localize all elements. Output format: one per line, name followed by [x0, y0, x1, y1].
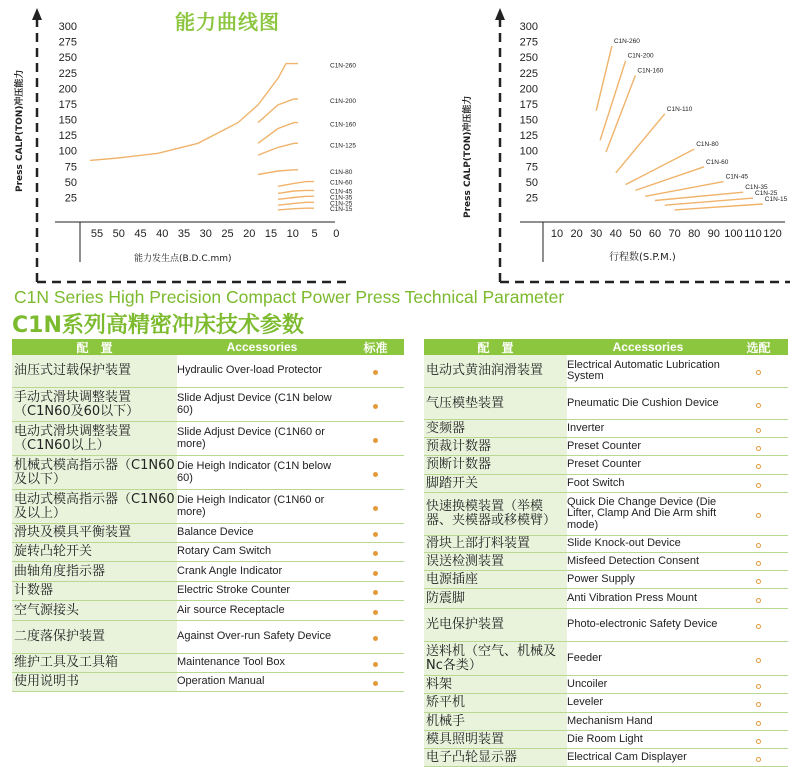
config-cn: 电动式黄油润滑装置 [426, 363, 544, 378]
series-curve [258, 99, 298, 123]
accessory-en: Die Heigh Indicator (C1N below 60) [177, 460, 332, 484]
table-row [424, 388, 788, 420]
series-label: C1N-260 [613, 37, 640, 45]
english-heading: C1N Series High Precision Compact Power Press Technical Parameter [14, 287, 565, 307]
hollow-circle-icon [756, 543, 761, 548]
accessory-en: Preset Counter [567, 439, 641, 452]
table-row [424, 609, 788, 642]
filled-dot-icon [373, 636, 378, 641]
standard-table-body [12, 355, 404, 692]
y-tick-label: 150 [58, 114, 77, 127]
config-cn: 模具照明装置 [426, 731, 505, 747]
table-row [424, 571, 788, 589]
x-tick-label: 5 [311, 228, 318, 240]
table-row [12, 562, 404, 582]
series-curve [278, 208, 314, 210]
series-label: C1N-35 [330, 194, 353, 202]
series-label: C1N-25 [755, 190, 778, 198]
accessory-en: Operation Manual [177, 675, 265, 688]
y-tick-label: 125 [58, 130, 77, 143]
table-row [424, 456, 788, 475]
accessory-en: Feeder [567, 651, 602, 664]
config-cn: 预断计数器 [426, 457, 492, 472]
x-tick-label: 30 [590, 228, 603, 240]
optional-mark [729, 731, 788, 749]
charts-area [0, 0, 800, 285]
x-tick-label: 40 [156, 228, 169, 240]
series-label: C1N-80 [330, 168, 353, 176]
series-curve [616, 114, 665, 173]
chart-title: 能力曲线图 [175, 10, 280, 34]
accessory-en: Pneumatic Die Cushion Device [567, 396, 719, 409]
table-row [12, 601, 404, 621]
standard-mark [347, 654, 404, 672]
table-row [424, 553, 788, 571]
accessory-en: Inverter [567, 421, 605, 434]
standard-mark [347, 464, 404, 482]
accessory-en: Quick Die Change Device (Die Lifter, Clamp And Die Arm shift mode) [567, 495, 717, 531]
optional-mark [729, 694, 788, 712]
standard-mark [347, 362, 404, 380]
y-axis-arrowhead-icon [495, 8, 505, 20]
hollow-circle-icon [756, 721, 761, 726]
x-tick-label: 50 [629, 228, 642, 240]
y-tick-label: 100 [519, 145, 538, 158]
config-cn: 滑块及模具平衡装置 [14, 525, 132, 540]
config-cn: 快速换模装置（举模器、夹模器或移模臂） [426, 499, 557, 528]
x-tick-label: 15 [264, 228, 278, 240]
accessory-en: Electrical Automatic Lubrication System [567, 358, 720, 382]
accessory-en: Slide Adjust Device (C1N60 or more) [177, 426, 325, 450]
series-label: C1N-160 [330, 121, 357, 129]
x-tick-label: 25 [221, 228, 234, 240]
filled-dot-icon [373, 681, 378, 686]
x-tick-label: 55 [90, 228, 104, 240]
series-curve [90, 64, 298, 161]
config-cn: 手动式滑块调整装置（C1N60及60以下） [14, 389, 140, 419]
hollow-circle-icon [756, 483, 761, 488]
filled-dot-icon [373, 662, 378, 667]
series-curve [626, 149, 695, 185]
x-tick-label: 20 [570, 228, 583, 240]
table-row [424, 475, 788, 493]
config-cn: 滑块上部打料装置 [426, 536, 531, 551]
optional-table-body [424, 355, 788, 767]
series-curve [258, 123, 298, 144]
series-label: C1N-260 [330, 62, 357, 70]
standard-mark [347, 524, 404, 542]
y-tick-label: 150 [519, 114, 538, 127]
y-tick-label: 250 [58, 52, 77, 65]
config-cn: 气压模垫装置 [426, 395, 505, 411]
config-cn: 油压式过载保护装置 [14, 363, 132, 378]
header-accessories: Accessories [612, 340, 684, 354]
optional-mark [729, 420, 788, 438]
y-tick-label: 25 [525, 192, 538, 205]
config-cn: 送料机（空气、机械及Nc各类） [426, 643, 557, 673]
config-cn: 电动式滑块调整装置（C1N60以上） [14, 423, 132, 453]
table-row [424, 694, 788, 713]
y-tick-label: 300 [58, 21, 77, 33]
y-tick-label: 275 [519, 36, 538, 49]
config-cn: 矫平机 [426, 695, 466, 710]
config-cn: 误送检测装置 [426, 553, 505, 569]
x-tick-label: 0 [333, 228, 340, 240]
hollow-circle-icon [756, 702, 761, 707]
series-curve [600, 61, 626, 141]
optional-mark [729, 505, 788, 523]
y-axis-label: Press CALP(TON)冲压能力 [15, 69, 25, 192]
config-cn: 使用说明书 [14, 674, 80, 689]
x-tick-label: 100 [724, 228, 743, 240]
series-curve [665, 198, 753, 205]
table-row [424, 355, 788, 388]
series-curve [606, 75, 635, 152]
accessory-en: Photo-electronic Safety Device [567, 618, 718, 631]
filled-dot-icon [373, 438, 378, 443]
standard-mark [347, 563, 404, 581]
accessory-en: Preset Counter [567, 458, 641, 471]
accessory-en: Electric Stroke Counter [177, 584, 291, 597]
hollow-circle-icon [756, 757, 761, 762]
accessory-en: Power Supply [567, 572, 635, 585]
standard-mark [347, 602, 404, 620]
optional-accessories-table [424, 339, 788, 767]
table-row [12, 422, 404, 456]
hollow-circle-icon [756, 579, 761, 584]
table-row [424, 676, 788, 694]
y-tick-label: 25 [64, 192, 77, 205]
config-cn: 机械手 [426, 713, 466, 729]
optional-table-header [424, 339, 788, 355]
filled-dot-icon [373, 404, 378, 409]
table-row [424, 589, 788, 609]
chinese-heading: C1N系列高精密冲床技术参数 [12, 313, 304, 338]
x-tick-label: 40 [609, 228, 622, 240]
hollow-circle-icon [756, 370, 761, 375]
hollow-circle-icon [756, 464, 761, 469]
series-label: C1N-45 [725, 173, 749, 181]
filled-dot-icon [373, 532, 378, 537]
series-curve [675, 204, 763, 210]
table-row [12, 621, 404, 654]
series-label: C1N-60 [330, 179, 353, 187]
hollow-circle-icon [756, 598, 761, 603]
y-tick-label: 200 [519, 83, 538, 96]
accessory-en: Rotary Cam Switch [177, 545, 272, 558]
accessory-en: Mechanism Hand [567, 714, 653, 727]
hollow-circle-icon [756, 684, 761, 689]
series-curve [278, 182, 314, 187]
x-tick-label: 10 [550, 228, 564, 240]
config-cn: 电子凸轮显示器 [426, 749, 518, 765]
y-tick-label: 275 [58, 36, 77, 49]
series-curve [258, 143, 298, 155]
hollow-circle-icon [756, 403, 761, 408]
optional-mark [729, 713, 788, 731]
config-cn: 机械式模高指示器（C1N60及以下） [14, 457, 175, 487]
series-label: C1N-45 [330, 188, 353, 196]
standard-mark [347, 628, 404, 646]
y-tick-label: 225 [58, 67, 77, 80]
y-tick-label: 50 [525, 176, 538, 189]
accessory-en: Electrical Cam Displayer [567, 750, 687, 763]
optional-mark [729, 475, 788, 493]
accessory-en: Misfeed Detection Consent [567, 554, 700, 567]
y-tick-label: 200 [58, 83, 77, 96]
table-row [12, 582, 404, 601]
config-cn: 计数器 [14, 583, 54, 598]
y-tick-label: 175 [519, 98, 538, 111]
series-curve [278, 190, 314, 193]
y-axis-label: Press CALP(TON)冲压能力 [463, 95, 473, 218]
config-cn: 曲轴角度指示器 [14, 563, 106, 579]
optional-mark [729, 456, 788, 474]
table-row [12, 673, 404, 692]
accessory-en: Maintenance Tool Box [177, 656, 286, 669]
series-label: C1N-35 [745, 184, 768, 192]
hollow-circle-icon [756, 658, 761, 663]
filled-dot-icon [373, 370, 378, 375]
filled-dot-icon [373, 551, 378, 556]
y-tick-label: 50 [64, 176, 77, 189]
hollow-circle-icon [756, 561, 761, 566]
accessory-en: Hydraulic Over-load Protector [177, 364, 322, 377]
table-row [12, 355, 404, 388]
standard-accessories-table [12, 339, 404, 692]
hollow-circle-icon [756, 513, 761, 518]
table-row [12, 543, 404, 562]
accessory-en: Leveler [567, 696, 604, 709]
series-label: C1N-15 [330, 206, 353, 214]
accessory-en: Anti Vibration Press Mount [567, 591, 698, 604]
table-row [424, 713, 788, 731]
standard-mark [347, 430, 404, 448]
x-tick-label: 70 [668, 228, 681, 240]
standard-mark [347, 498, 404, 516]
y-tick-label: 75 [64, 161, 77, 174]
x-tick-label: 10 [286, 228, 299, 240]
filled-dot-icon [373, 590, 378, 595]
table-row [12, 490, 404, 524]
standard-mark [347, 582, 404, 600]
optional-mark [729, 590, 788, 608]
filled-dot-icon [373, 506, 378, 511]
optional-mark [729, 571, 788, 589]
config-cn: 二度落保护装置 [14, 629, 106, 644]
series-label: C1N-200 [330, 98, 357, 105]
series-label: C1N-125 [330, 142, 357, 150]
x-axis-label: 能力发生点(B.D.C.mm) [134, 254, 232, 264]
x-tick-label: 45 [134, 228, 147, 240]
x-tick-label: 50 [112, 228, 125, 240]
optional-mark [729, 362, 788, 380]
standard-mark [347, 543, 404, 561]
hollow-circle-icon [756, 428, 761, 433]
accessory-en: Crank Angle Indicator [177, 564, 283, 577]
series-label: C1N-110 [666, 105, 693, 113]
config-cn: 脚踏开关 [426, 475, 479, 491]
table-row [424, 420, 788, 438]
filled-dot-icon [373, 472, 378, 477]
header-standard: 标准 [363, 340, 388, 355]
table-row [424, 749, 788, 767]
table-row [12, 524, 404, 543]
accessory-en: Air source Receptacle [177, 603, 285, 616]
table-row [424, 438, 788, 456]
header-accessories: Accessories [226, 340, 298, 354]
table-row [12, 654, 404, 673]
y-tick-label: 100 [58, 145, 77, 158]
y-tick-label: 250 [519, 52, 538, 65]
table-row [424, 536, 788, 553]
x-tick-label: 120 [763, 228, 782, 240]
x-tick-label: 20 [243, 228, 256, 240]
accessory-en: Against Over-run Safety Device [177, 630, 332, 643]
y-axis-arrowhead-icon [32, 8, 42, 20]
config-cn: 料架 [426, 676, 453, 692]
hollow-circle-icon [756, 446, 761, 451]
y-tick-label: 175 [58, 98, 77, 111]
table-row [12, 456, 404, 490]
config-cn: 预裁计数器 [426, 438, 492, 454]
optional-mark [729, 650, 788, 668]
config-cn: 空气源接头 [14, 602, 80, 618]
config-cn: 变频器 [426, 420, 466, 436]
optional-mark [729, 553, 788, 571]
config-cn: 电源插座 [426, 571, 479, 587]
series-label: C1N-200 [627, 52, 654, 60]
config-cn: 维护工具及工具箱 [14, 655, 119, 670]
hollow-circle-icon [756, 739, 761, 744]
table-row [424, 642, 788, 676]
optional-mark [729, 749, 788, 767]
x-tick-label: 110 [744, 228, 762, 240]
table-row [424, 731, 788, 749]
hollow-circle-icon [756, 624, 761, 629]
table-row [424, 493, 788, 536]
standard-mark [347, 396, 404, 414]
series-curve [278, 202, 314, 205]
config-cn: 防震脚 [426, 590, 466, 606]
table-row [12, 388, 404, 422]
accessory-en: Die Heigh Indicator (C1N60 or more) [177, 494, 325, 518]
header-optional: 选配 [746, 340, 771, 355]
series-curve [596, 46, 612, 111]
config-cn: 电动式模高指示器（C1N60及以上） [14, 491, 175, 521]
header-config: 配 置 [76, 340, 113, 355]
accessory-en: Slide Adjust Device (C1N below 60) [177, 392, 332, 416]
x-tick-label: 30 [199, 228, 212, 240]
accessory-en: Balance Device [177, 526, 254, 539]
standard-mark [347, 673, 404, 691]
y-tick-label: 125 [519, 130, 538, 143]
series-label: C1N-15 [764, 196, 788, 204]
accessory-en: Die Room Light [567, 732, 643, 745]
accessory-en: Foot Switch [567, 476, 625, 489]
series-label: C1N-25 [330, 200, 353, 208]
filled-dot-icon [373, 610, 378, 615]
y-tick-label: 225 [519, 67, 538, 80]
filled-dot-icon [373, 571, 378, 576]
x-tick-label: 90 [707, 228, 720, 240]
series-curve [645, 182, 723, 197]
optional-mark [729, 616, 788, 634]
standard-table-header [12, 339, 404, 355]
y-tick-label: 75 [525, 161, 538, 174]
optional-mark [729, 438, 788, 456]
config-cn: 旋转凸轮开关 [14, 544, 93, 559]
series-label: C1N-80 [696, 141, 719, 149]
series-curve [278, 196, 314, 199]
x-tick-label: 60 [648, 228, 662, 240]
optional-mark [729, 676, 788, 694]
header-config: 配 置 [477, 340, 514, 355]
accessory-en: Uncoiler [567, 677, 608, 690]
x-tick-label: 80 [688, 228, 701, 240]
optional-mark [729, 535, 788, 553]
optional-mark [729, 395, 788, 413]
series-label: C1N-160 [637, 67, 664, 75]
series-label: C1N-60 [706, 158, 729, 166]
y-tick-label: 300 [519, 21, 538, 33]
config-cn: 光电保护装置 [426, 617, 505, 632]
x-axis-label: 行程数(S.P.M.) [609, 252, 676, 263]
series-curve [258, 170, 298, 175]
accessory-en: Slide Knock-out Device [567, 537, 681, 550]
x-tick-label: 35 [177, 228, 191, 240]
